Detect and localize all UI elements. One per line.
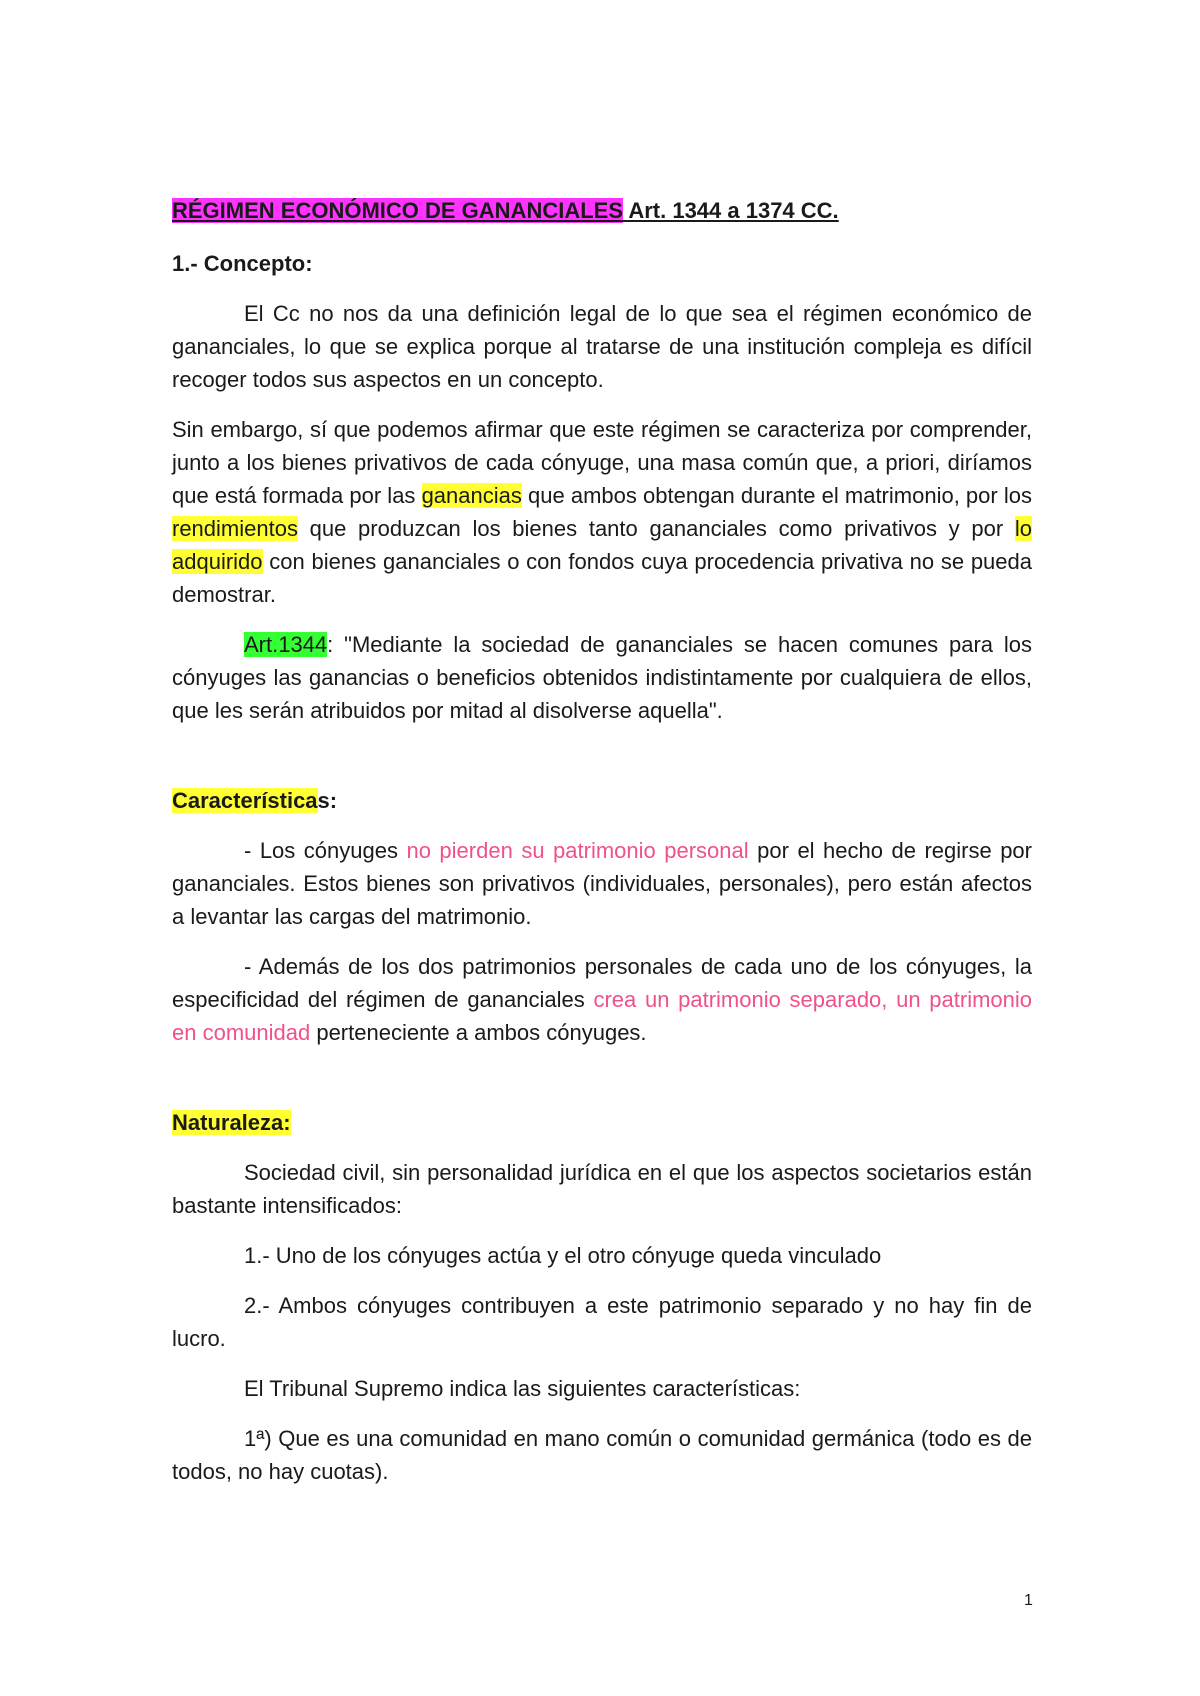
concepto-paragraph-1: El Cc no nos da una definición legal de lo que sea el régimen económico de gananciales, lo que se explica porque al tratarse de una institución compleja es difícil recoger todos sus aspectos en un concepto. [172,301,1032,392]
text-run: con bienes gananciales o con fondos cuya procedencia privativa no se pueda demostrar. [172,549,1032,607]
spacer [172,744,1032,784]
pink-text: no pierden su patrimonio personal [406,838,749,863]
text-run: : "Mediante la sociedad de gananciales se hacen comunes para los cónyuges las ganancias o beneficios obtenidos indistintamente por cualquiera de ellos, que les serán atribuidos por mitad al disolverse aquella". [172,632,1032,723]
naturaleza-paragraph-3: 2.- Ambos cónyuges contribuyen a este patrimonio separado y no hay fin de lucro. [172,1293,1032,1351]
highlight-lo-adquirido: lo adquirido [172,516,1032,574]
text-run: s: [317,788,338,813]
caracteristicas-paragraph-2 [172,950,1032,1049]
heading-highlight: Característica [172,788,318,813]
text-run: que ambos obtengan durante el matrimonio, por los [521,483,1032,508]
text-run: - Los cónyuges [244,838,407,863]
highlight-art-1344: Art.1344 [244,632,328,657]
section-heading-caracteristicas [172,784,1032,817]
text-run: por el hecho de regirse por gananciales. Estos bienes son privativos (individuales, personales), pero están afectos a levantar las cargas del matrimonio. [172,838,1032,929]
title-article-ref: Art. 1344 a 1374 CC. [623,198,839,223]
naturaleza-paragraph-4: El Tribunal Supremo indica las siguientes características: [244,1376,801,1401]
highlight-rendimientos: rendimientos [172,516,298,541]
document-page [172,194,1032,1505]
page-number: 1 [1024,1592,1033,1609]
text-run: Sin embargo, sí que podemos afirmar que este régimen se caracteriza por comprender, junto a los bienes privativos de cada cónyuge, una masa común que, a priori, diríamos que está formada por las [172,417,1032,508]
text-run: - Además de los dos patrimonios personales de cada uno de los cónyuges, la especificidad del régimen de gananciales [172,954,1032,1012]
caracteristicas-paragraph-1 [172,834,1032,933]
section-heading-concepto: 1.- Concepto: [172,251,313,276]
document-title [172,194,1032,227]
text-run: que produzcan los bienes tanto gananciales como privativos y por [297,516,1015,541]
highlight-ganancias: ganancias [421,483,522,508]
title-highlight: RÉGIMEN ECONÓMICO DE GANANCIALES [172,198,624,223]
naturaleza-paragraph-2: 1.- Uno de los cónyuges actúa y el otro cónyuge queda vinculado [244,1243,882,1268]
spacer [172,1066,1032,1106]
naturaleza-paragraph-1: Sociedad civil, sin personalidad jurídica en el que los aspectos societarios están bastante intensificados: [172,1160,1032,1218]
heading-highlight: Naturaleza: [172,1110,291,1135]
concepto-paragraph-3 [172,628,1032,727]
concepto-paragraph-2 [172,413,1032,611]
pink-text: crea un patrimonio separado, un patrimonio en comunidad [172,987,1032,1045]
text-run: perteneciente a ambos cónyuges. [310,1020,647,1045]
section-heading-naturaleza [172,1106,1032,1139]
naturaleza-paragraph-5: 1ª) Que es una comunidad en mano común o comunidad germánica (todo es de todos, no hay cuotas). [172,1426,1032,1484]
